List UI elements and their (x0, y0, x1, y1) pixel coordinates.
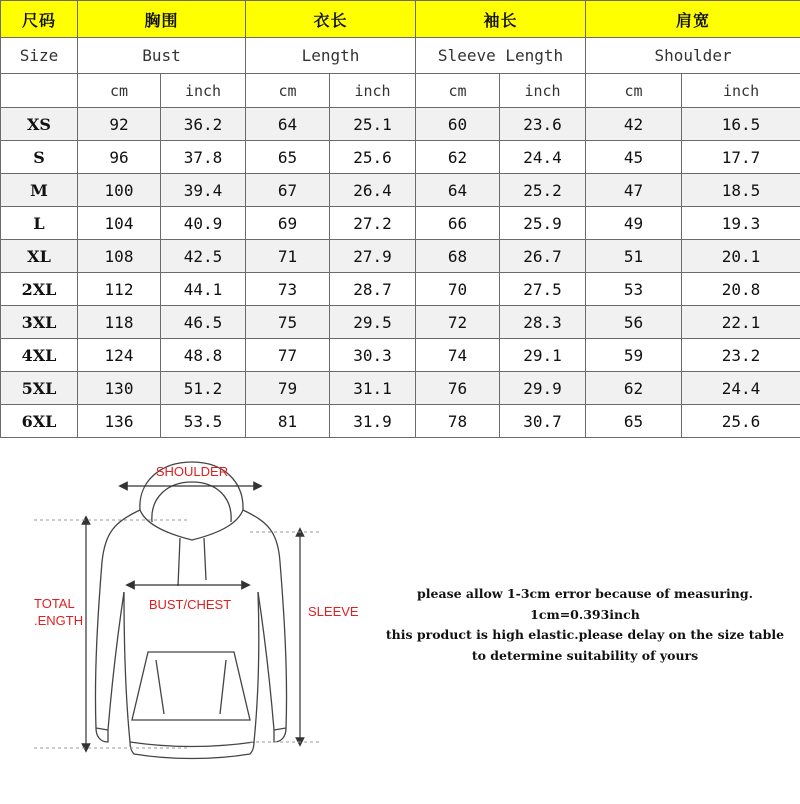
header-bust-cn: 胸围 (78, 1, 246, 38)
note-line: this product is high elastic.please delay on the size table (370, 625, 800, 646)
measurement-cell: 30.7 (500, 405, 586, 438)
measurement-cell: 68 (416, 240, 500, 273)
measurement-cell: 17.7 (682, 141, 800, 174)
note-line: please allow 1-3cm error because of measuring. (370, 584, 800, 605)
size-cell: XL (1, 240, 78, 273)
guide-lines (34, 520, 320, 748)
unit-cell: inch (161, 74, 246, 108)
size-cell: 3XL (1, 306, 78, 339)
measurement-cell: 66 (416, 207, 500, 240)
measurement-cell: 56 (586, 306, 682, 339)
table-row (1, 273, 800, 306)
shoulder-label: SHOULDER (156, 464, 228, 479)
measurement-cell: 47 (586, 174, 682, 207)
table-row (1, 240, 800, 273)
header-length-en: Length (246, 38, 416, 74)
measurement-cell: 64 (416, 174, 500, 207)
header-shoulder-cn: 肩宽 (586, 1, 800, 38)
measurement-cell: 81 (246, 405, 330, 438)
table-row (1, 108, 800, 141)
measurement-cell: 130 (78, 372, 161, 405)
measurement-cell: 24.4 (500, 141, 586, 174)
total-length-label-1: TOTAL (34, 596, 75, 611)
measurement-cell: 92 (78, 108, 161, 141)
table-row (1, 207, 800, 240)
header-shoulder-en: Shoulder (586, 38, 800, 74)
unit-cell: inch (500, 74, 586, 108)
measurement-cell: 51.2 (161, 372, 246, 405)
measurement-cell: 48.8 (161, 339, 246, 372)
measurement-cell: 72 (416, 306, 500, 339)
measurement-cell: 51 (586, 240, 682, 273)
measurement-cell: 25.2 (500, 174, 586, 207)
note-line: 1cm=0.393inch (370, 605, 800, 626)
measurement-cell: 65 (586, 405, 682, 438)
measurement-cell: 53 (586, 273, 682, 306)
measurement-cell: 64 (246, 108, 330, 141)
measurement-cell: 62 (416, 141, 500, 174)
measurement-cell: 69 (246, 207, 330, 240)
diagram-labels (34, 464, 359, 628)
measurement-cell: 49 (586, 207, 682, 240)
measurement-cell: 28.7 (330, 273, 416, 306)
size-cell: 4XL (1, 339, 78, 372)
measurement-arrows (86, 486, 300, 748)
measurement-cell: 16.5 (682, 108, 800, 141)
measurement-cell: 53.5 (161, 405, 246, 438)
table-row (1, 141, 800, 174)
measurement-cell: 67 (246, 174, 330, 207)
unit-cell: inch (682, 74, 800, 108)
measurement-cell: 124 (78, 339, 161, 372)
header-row-english (1, 38, 800, 74)
header-size-cn: 尺码 (1, 1, 78, 38)
table-row (1, 174, 800, 207)
measurement-cell: 78 (416, 405, 500, 438)
measurement-cell: 29.9 (500, 372, 586, 405)
measurement-cell: 29.5 (330, 306, 416, 339)
measurement-cell: 136 (78, 405, 161, 438)
measurement-cell: 27.5 (500, 273, 586, 306)
measurement-cell: 24.4 (682, 372, 800, 405)
table-row (1, 339, 800, 372)
measurement-cell: 20.1 (682, 240, 800, 273)
measurement-cell: 23.2 (682, 339, 800, 372)
measurement-cell: 46.5 (161, 306, 246, 339)
measurement-cell: 96 (78, 141, 161, 174)
measurement-cell: 71 (246, 240, 330, 273)
measurement-cell: 25.9 (500, 207, 586, 240)
header-row-chinese (1, 1, 800, 38)
unit-cell: inch (330, 74, 416, 108)
measurement-cell: 44.1 (161, 273, 246, 306)
measurement-notes (370, 584, 800, 666)
measurement-cell: 20.8 (682, 273, 800, 306)
header-row-units (1, 74, 800, 108)
measurement-cell: 104 (78, 207, 161, 240)
measurement-cell: 28.3 (500, 306, 586, 339)
measurement-cell: 31.9 (330, 405, 416, 438)
measurement-cell: 27.9 (330, 240, 416, 273)
measurement-cell: 118 (78, 306, 161, 339)
total-length-label-2: .ENGTH (34, 613, 83, 628)
measurement-cell: 100 (78, 174, 161, 207)
table-row (1, 372, 800, 405)
measurement-cell: 40.9 (161, 207, 246, 240)
measurement-cell: 112 (78, 273, 161, 306)
header-size-en: Size (1, 38, 78, 74)
size-cell: M (1, 174, 78, 207)
measurement-cell: 75 (246, 306, 330, 339)
measurement-cell: 79 (246, 372, 330, 405)
header-sleeve-en: Sleeve Length (416, 38, 586, 74)
header-length-cn: 衣长 (246, 1, 416, 38)
header-bust-en: Bust (78, 38, 246, 74)
measurement-cell: 36.2 (161, 108, 246, 141)
measurement-cell: 42 (586, 108, 682, 141)
header-sleeve-cn: 袖长 (416, 1, 586, 38)
measurement-cell: 76 (416, 372, 500, 405)
unit-cell: cm (586, 74, 682, 108)
measurement-cell: 39.4 (161, 174, 246, 207)
measurement-cell: 45 (586, 141, 682, 174)
table-row (1, 405, 800, 438)
unit-cell: cm (246, 74, 330, 108)
measurement-cell: 29.1 (500, 339, 586, 372)
measurement-cell: 37.8 (161, 141, 246, 174)
size-cell: L (1, 207, 78, 240)
measurement-cell: 25.6 (682, 405, 800, 438)
size-cell: 5XL (1, 372, 78, 405)
measurement-cell: 30.3 (330, 339, 416, 372)
hoodie-measurement-diagram (0, 452, 380, 800)
measurement-cell: 74 (416, 339, 500, 372)
table-row (1, 306, 800, 339)
measurement-cell: 27.2 (330, 207, 416, 240)
measurement-cell: 18.5 (682, 174, 800, 207)
measurement-cell: 31.1 (330, 372, 416, 405)
measurement-cell: 26.7 (500, 240, 586, 273)
measurement-cell: 25.6 (330, 141, 416, 174)
size-cell: 6XL (1, 405, 78, 438)
unit-cell: cm (416, 74, 500, 108)
measurement-cell: 62 (586, 372, 682, 405)
measurement-cell: 22.1 (682, 306, 800, 339)
measurement-cell: 25.1 (330, 108, 416, 141)
measurement-cell: 23.6 (500, 108, 586, 141)
measurement-cell: 42.5 (161, 240, 246, 273)
measurement-cell: 77 (246, 339, 330, 372)
size-cell: 2XL (1, 273, 78, 306)
bust-label: BUST/CHEST (149, 597, 231, 612)
size-cell: S (1, 141, 78, 174)
sleeve-label: SLEEVE (308, 604, 359, 619)
unit-blank (1, 74, 78, 108)
measurement-cell: 26.4 (330, 174, 416, 207)
unit-cell: cm (78, 74, 161, 108)
measurement-cell: 19.3 (682, 207, 800, 240)
measurement-cell: 60 (416, 108, 500, 141)
measurement-cell: 70 (416, 273, 500, 306)
measurement-cell: 73 (246, 273, 330, 306)
hoodie-illustration (0, 452, 380, 800)
note-line: to determine suitability of yours (370, 646, 800, 667)
measurement-cell: 108 (78, 240, 161, 273)
size-cell: XS (1, 108, 78, 141)
measurement-cell: 59 (586, 339, 682, 372)
measurement-cell: 65 (246, 141, 330, 174)
